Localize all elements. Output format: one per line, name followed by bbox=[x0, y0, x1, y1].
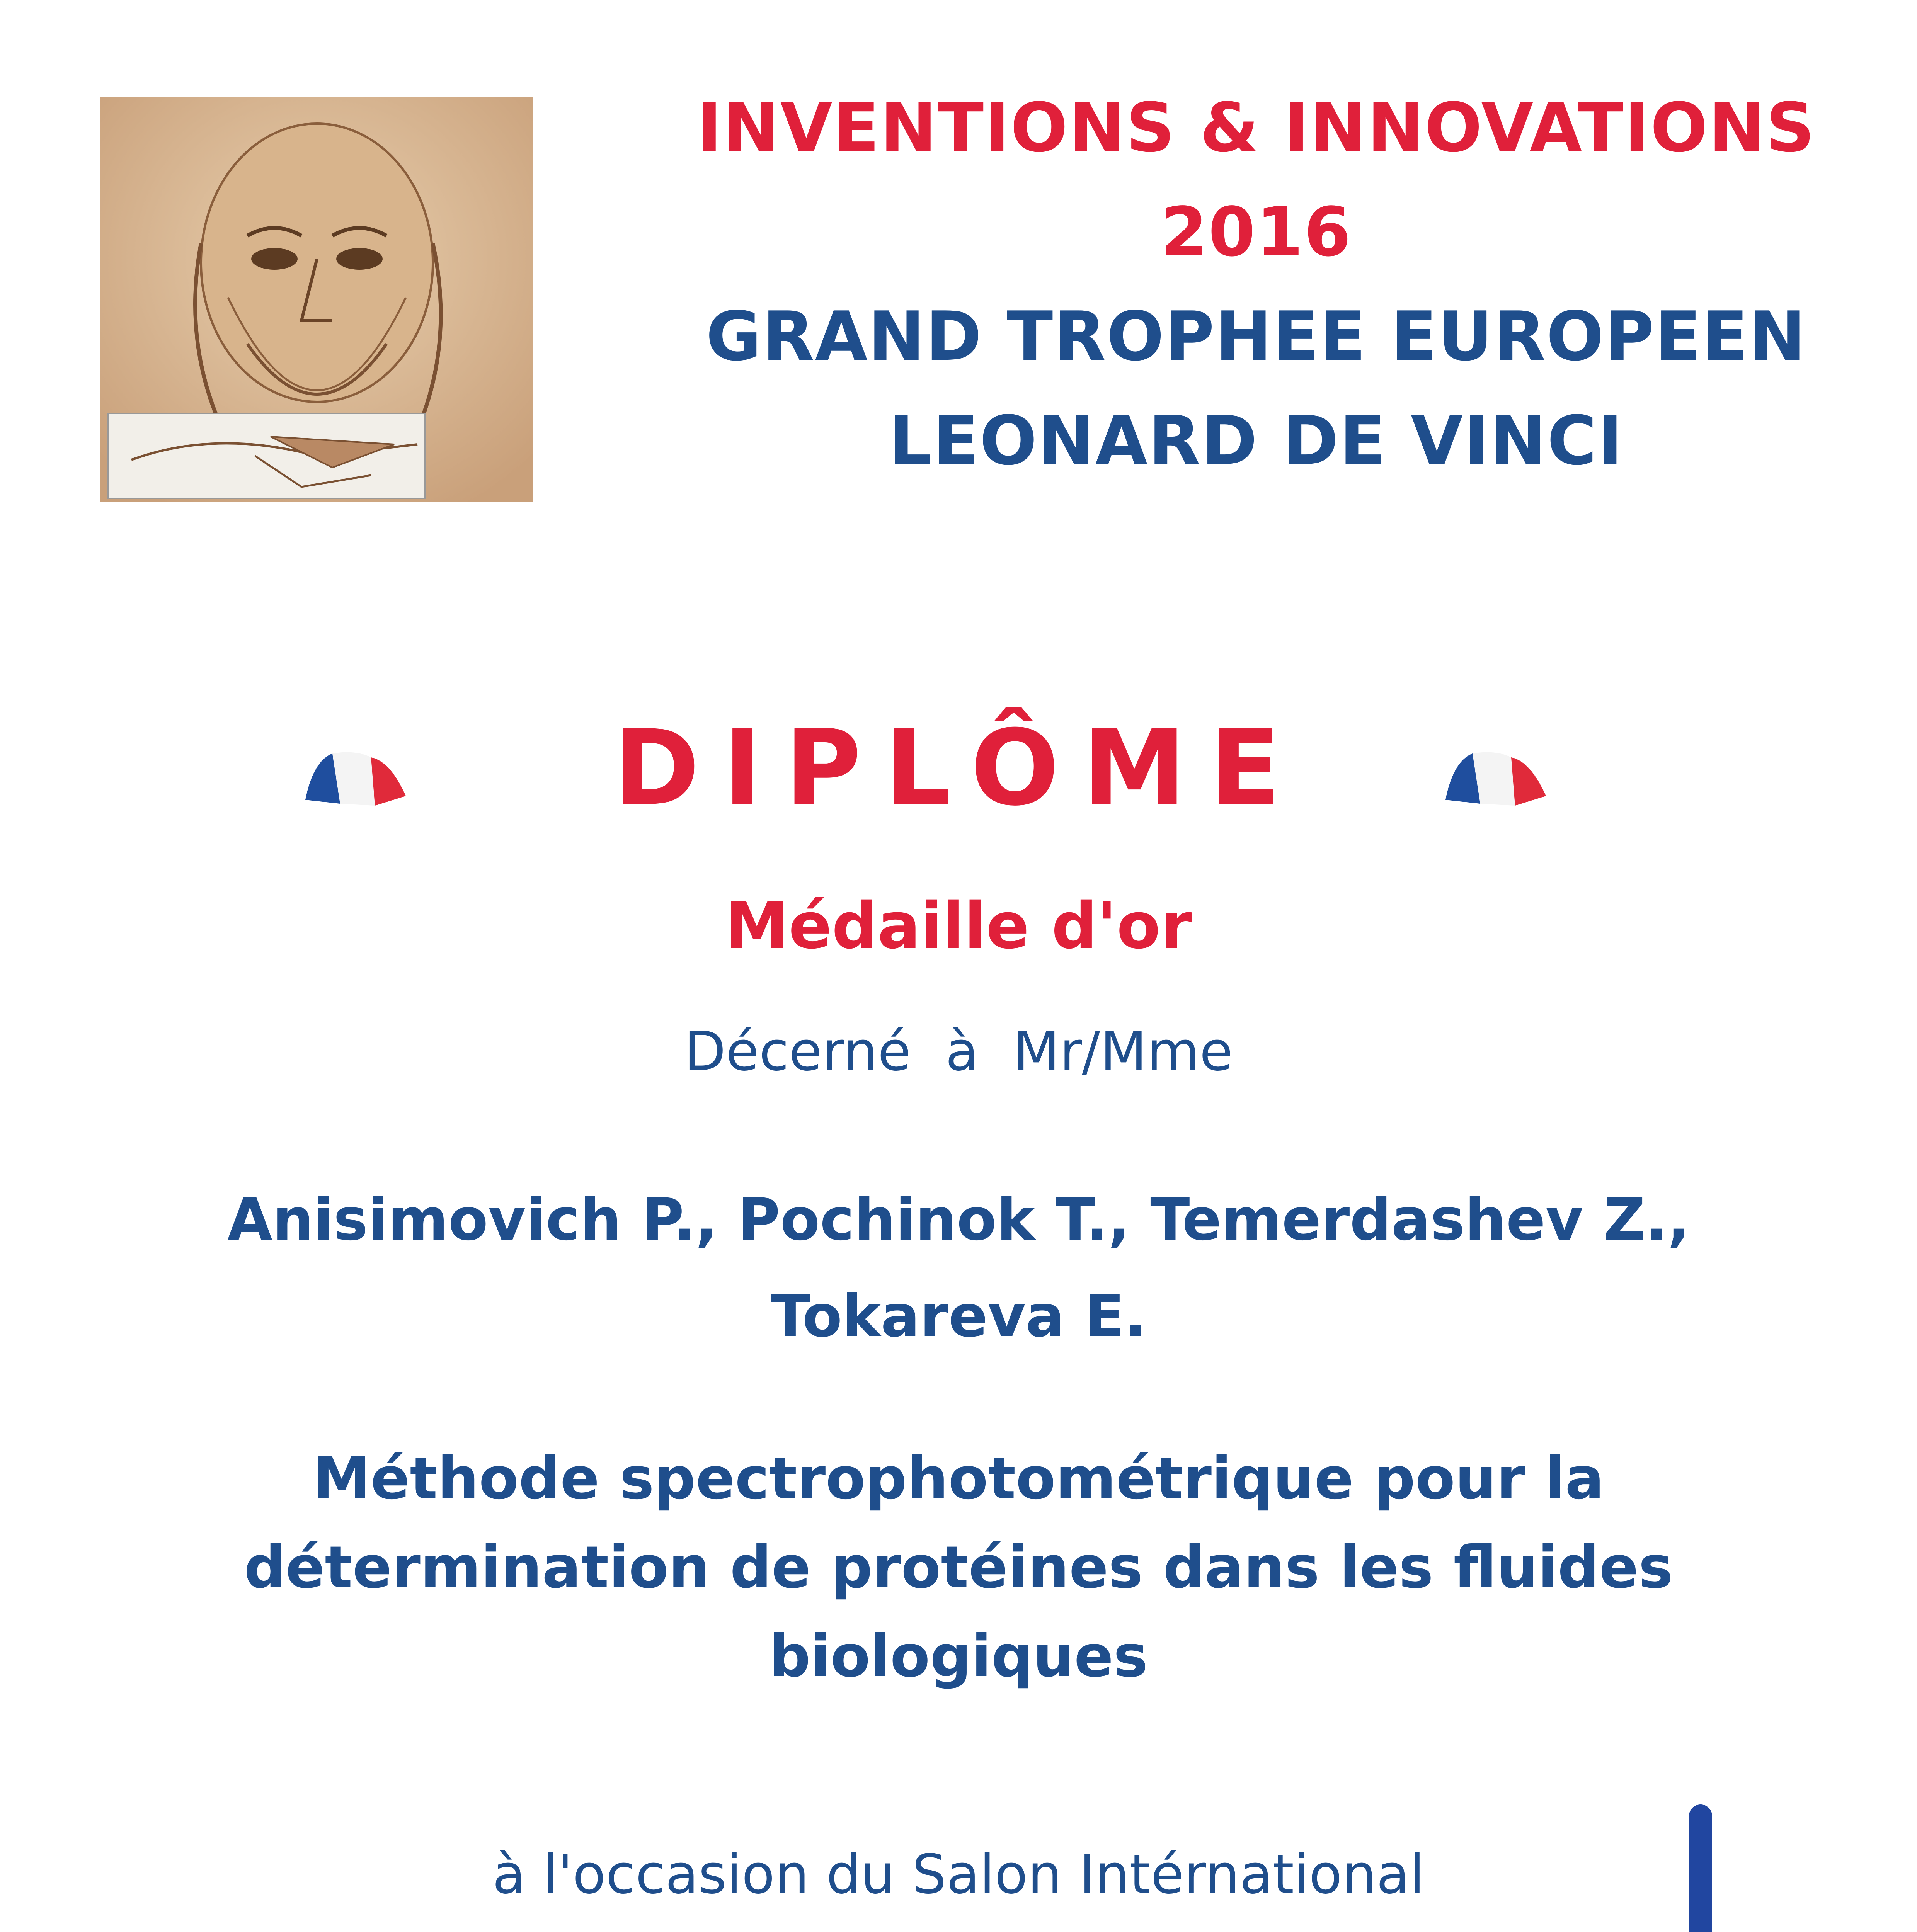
header-trophy: GRAND TROPHEE EUROPEEN bbox=[706, 298, 1806, 376]
recipient-names-line2: Tokareva E. bbox=[770, 1283, 1147, 1350]
awarded-to-label: Décerné à Mr/Mme bbox=[684, 1020, 1233, 1083]
diploma-title: DIPLÔME bbox=[613, 707, 1304, 829]
work-title-line1: Méthode spectrophotométrique pour la bbox=[313, 1445, 1604, 1512]
work-title-line3: biologiques bbox=[769, 1623, 1148, 1690]
medal-title: Médaille d'or bbox=[725, 889, 1192, 963]
header-trophy-name: LEONARD DE VINCI bbox=[889, 402, 1624, 480]
occasion-line: à l'occasion du Salon Intérnational bbox=[492, 1843, 1425, 1906]
recipient-names-line1: Anisimovich P., Pochinok T., Temerdashev Z., bbox=[227, 1186, 1690, 1253]
eiffel-tower-illustration bbox=[1492, 1801, 1917, 1932]
work-title-line2: détermination de protéines dans les fluides bbox=[244, 1534, 1673, 1601]
leonardo-portrait-image bbox=[100, 97, 533, 502]
header-year: 2016 bbox=[1160, 193, 1352, 272]
header-event-title: INVENTIONS & INNOVATIONS bbox=[696, 89, 1816, 167]
